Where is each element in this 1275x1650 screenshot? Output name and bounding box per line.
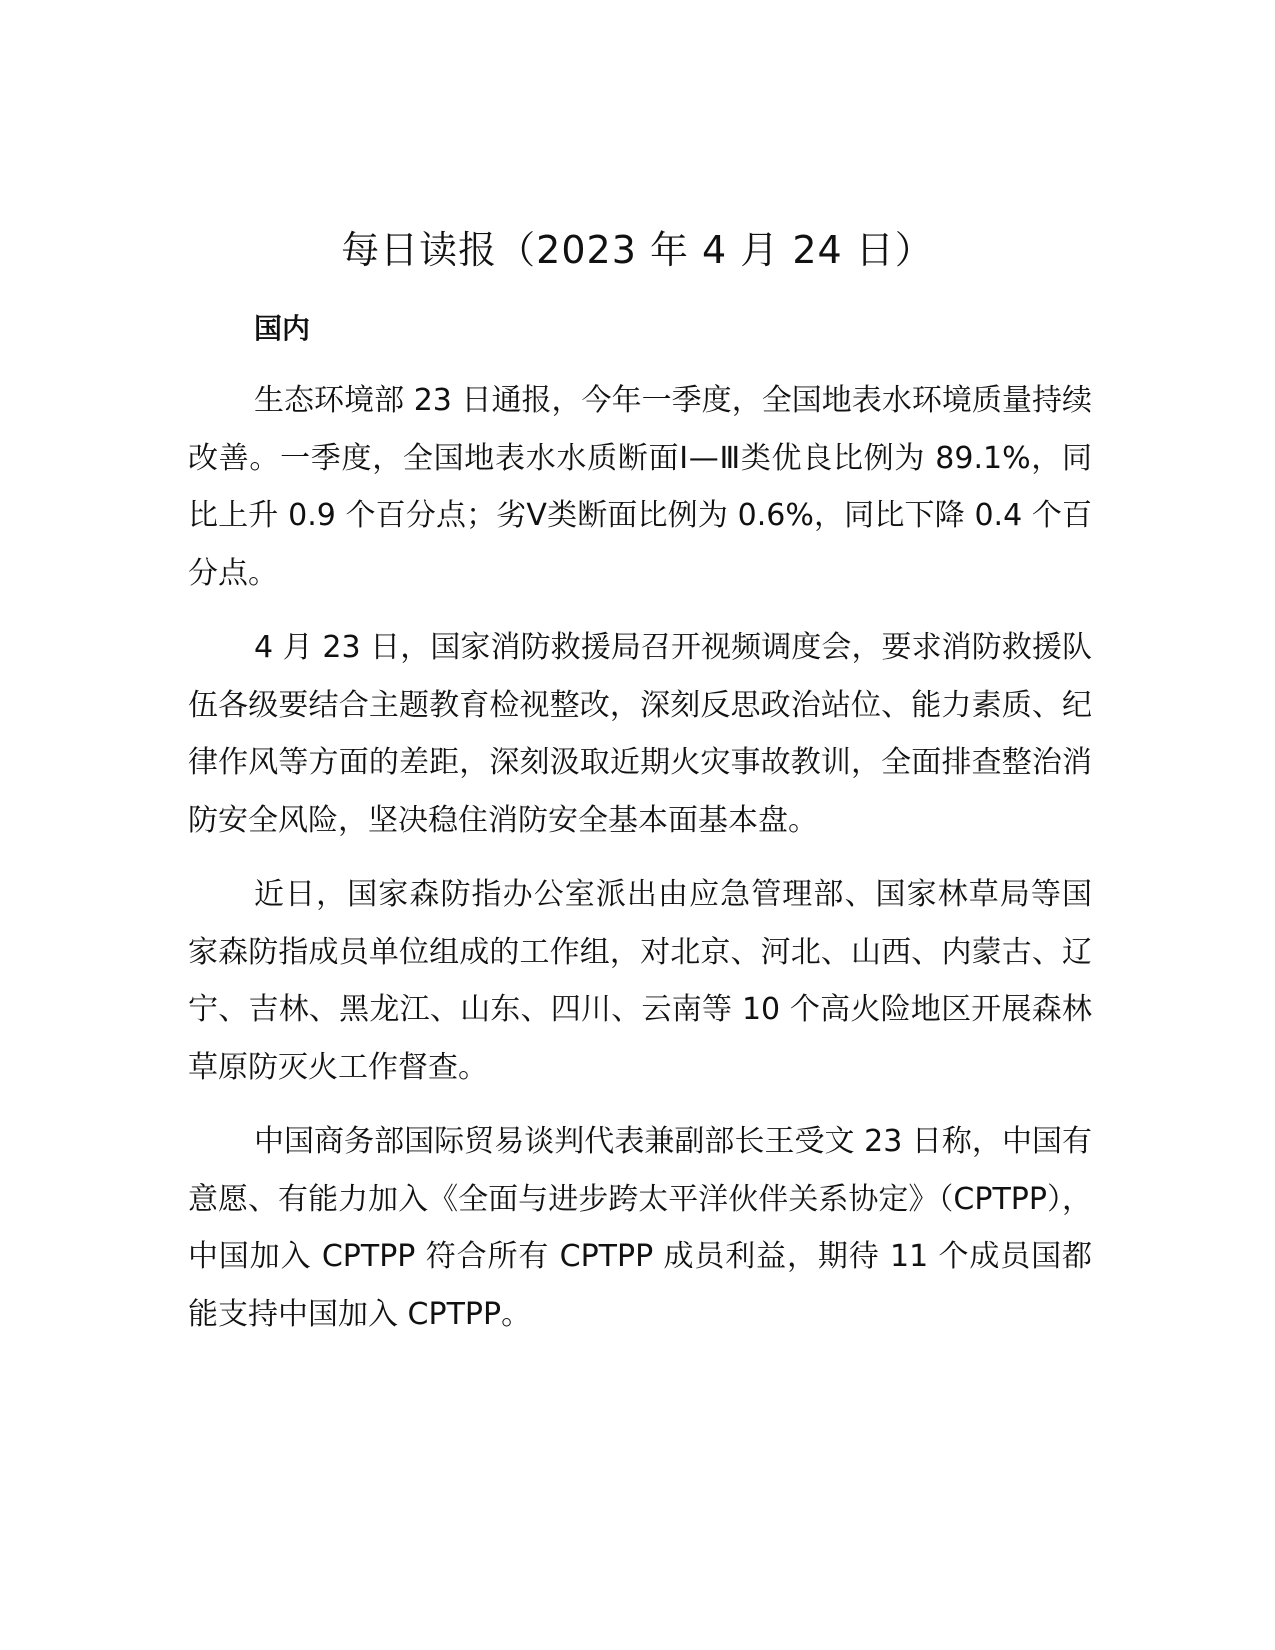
- news-paragraph-fire-rescue: 4 月 23 日，国家消防救援局召开视频调度会，要求消防救援队伍各级要结合主题教育检视整改，深刻反思政治站位、能力素质、纪律作风等方面的差距，深刻汲取近期火灾事故教训，全面排查整治消防安全风险，坚决稳住消防安全基本面基本盘。: [188, 630, 1092, 838]
- news-paragraph-forest-fire: 近日，国家森防指办公室派出由应急管理部、国家林草局等国家森防指成员单位组成的工作组，对北京、河北、山西、内蒙古、辽宁、吉林、黑龙江、山东、四川、云南等 10 个高火险地区开展森林草原防灭火工作督查。: [188, 877, 1092, 1085]
- news-paragraph-cptpp: 中国商务部国际贸易谈判代表兼副部长王受文 23 日称，中国有意愿、有能力加入《全面与进步跨太平洋伙伴关系协定》（CPTPP），中国加入 CPTPP 符合所有 CPTPP 成员利益，期待 11 个成员国都能支持中国加入 CPTPP。: [188, 1124, 1092, 1332]
- document-title: 每日读报（2023 年 4 月 24 日）: [341, 228, 934, 272]
- section-heading-domestic: 国内: [254, 312, 311, 345]
- document-body: [188, 300, 1092, 1360]
- news-paragraph-environment: 生态环境部 23 日通报，今年一季度，全国地表水环境质量持续改善。一季度，全国地表水水质断面Ⅰ—Ⅲ类优良比例为 89.1%，同比上升 0.9 个百分点；劣Ⅴ类断面比例为 0.6%，同比下降 0.4 个百分点。: [188, 383, 1092, 591]
